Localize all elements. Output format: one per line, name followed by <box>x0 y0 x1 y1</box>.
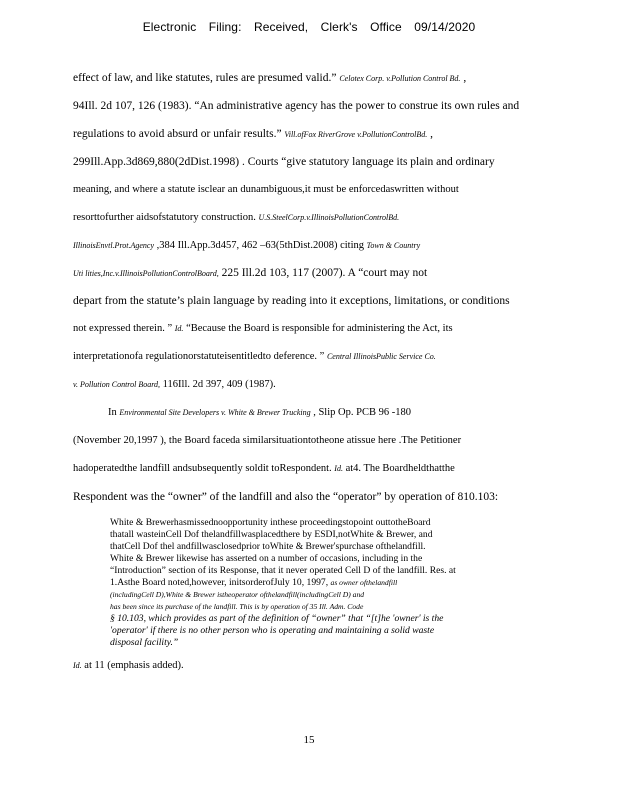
text-line: Respondent was the “owner” of the landfill and also the “operator” by operation of 810.103: <box>73 491 499 503</box>
block-quote-line: 'operator' if there is no other person who is operating and maintaining a solid waste <box>110 625 435 636</box>
electronic-filing-header: Electronic Filing: Received, Clerk's Office 09/14/2020 <box>142 20 476 34</box>
block-quote-line: disposal facility.” <box>110 637 179 648</box>
block-quote-line: 1.Asthe Board noted,however, initsorderofJuly 10, 1997, as owner ofthelandfill <box>110 577 398 588</box>
text-line: effect of law, and like statutes, rules are presumed valid.” Celotex Corp. v.Pollution Control Bd. , <box>73 72 467 84</box>
text-line: regulations to avoid absurd or unfair results.” Vill.ofFox RiverGrove v.PollutionControlBd. , <box>73 128 434 140</box>
block-quote-line: White & Brewer likewise has asserted on a number of occasions, including in the <box>110 553 423 564</box>
text-line: depart from the statute’s plain language by reading into it exceptions, limitations, or conditions <box>73 295 510 307</box>
block-quote-line: thatall wasteinCell Dof thelandfillwasplacedthere by ESDI,notWhite & Brewer, and <box>110 529 433 540</box>
block-quote-line: White & Brewerhasmissednoopportunity inthese proceedingstopoint outtotheBoard <box>110 517 431 528</box>
text-line: IllinoisEnvtl.Prot.Agency ,384 Ill.App.3d457, 462 –63(5thDist.2008) citing Town & Country <box>73 240 421 251</box>
text-line: 94Ill. 2d 107, 126 (1983). “An administrative agency has the power to construe its own rules and <box>73 100 520 112</box>
text-line: Uti lities,Inc.v.IllinoisPollutionControlBoard, 225 Ill.2d 103, 117 (2007). A “court may not <box>73 267 428 279</box>
text-line: hadoperatedthe landfill andsubsequently soldit toRespondent. Id. at4. The Boardheldthatthe <box>73 463 455 474</box>
citation-line: Id. at 11 (emphasis added). <box>73 660 184 671</box>
text-line: v. Pollution Control Board, 116Ill. 2d 397, 409 (1987). <box>73 379 276 390</box>
text-line: 299Ill.App.3d869,880(2dDist.1998) . Courts “give statutory language its plain and ordinary <box>73 156 495 168</box>
block-quote-line: “Introduction” section of its Response, that it never operated Cell D of the landfill. Res. at <box>110 565 456 576</box>
block-quote-line: has been since its purchase of the landfill. This is by operation of 35 Ill. Adm. Code <box>110 602 364 611</box>
block-quote-line: (includingCell D),White & Brewer istheoperator ofthelandfill(includingCell D) and <box>110 590 365 599</box>
block-quote-line: § 10.103, which provides as part of the definition of “owner” that “[t]he 'owner' is the <box>110 613 444 624</box>
text-line: resorttofurther aidsofstatutory construction. U.S.SteelCorp.v.IllinoisPollutionControlBd. <box>73 212 400 223</box>
block-quote-line: thatCell Dof thel andfillwasclosedprior toWhite & Brewer'spurchase ofthelandfill. <box>110 541 426 552</box>
text-line: In Environmental Site Developers v. White & Brewer Trucking , Slip Op. PCB 96 -180 <box>108 407 411 418</box>
page-number: 15 <box>303 734 315 746</box>
text-line: (November 20,1997 ), the Board faceda similarsituationtotheone atissue here .The Petitioner <box>73 435 462 446</box>
text-line: not expressed therein. ” Id. “Because the Board is responsible for administering the Act, its <box>73 323 453 334</box>
text-line: meaning, and where a statute isclear an dunambiguous,it must be enforcedaswritten without <box>73 184 459 195</box>
text-line: interpretationofa regulationorstatuteisentitledto deference. ” Central IllinoisPublic Service Co. <box>73 351 436 362</box>
